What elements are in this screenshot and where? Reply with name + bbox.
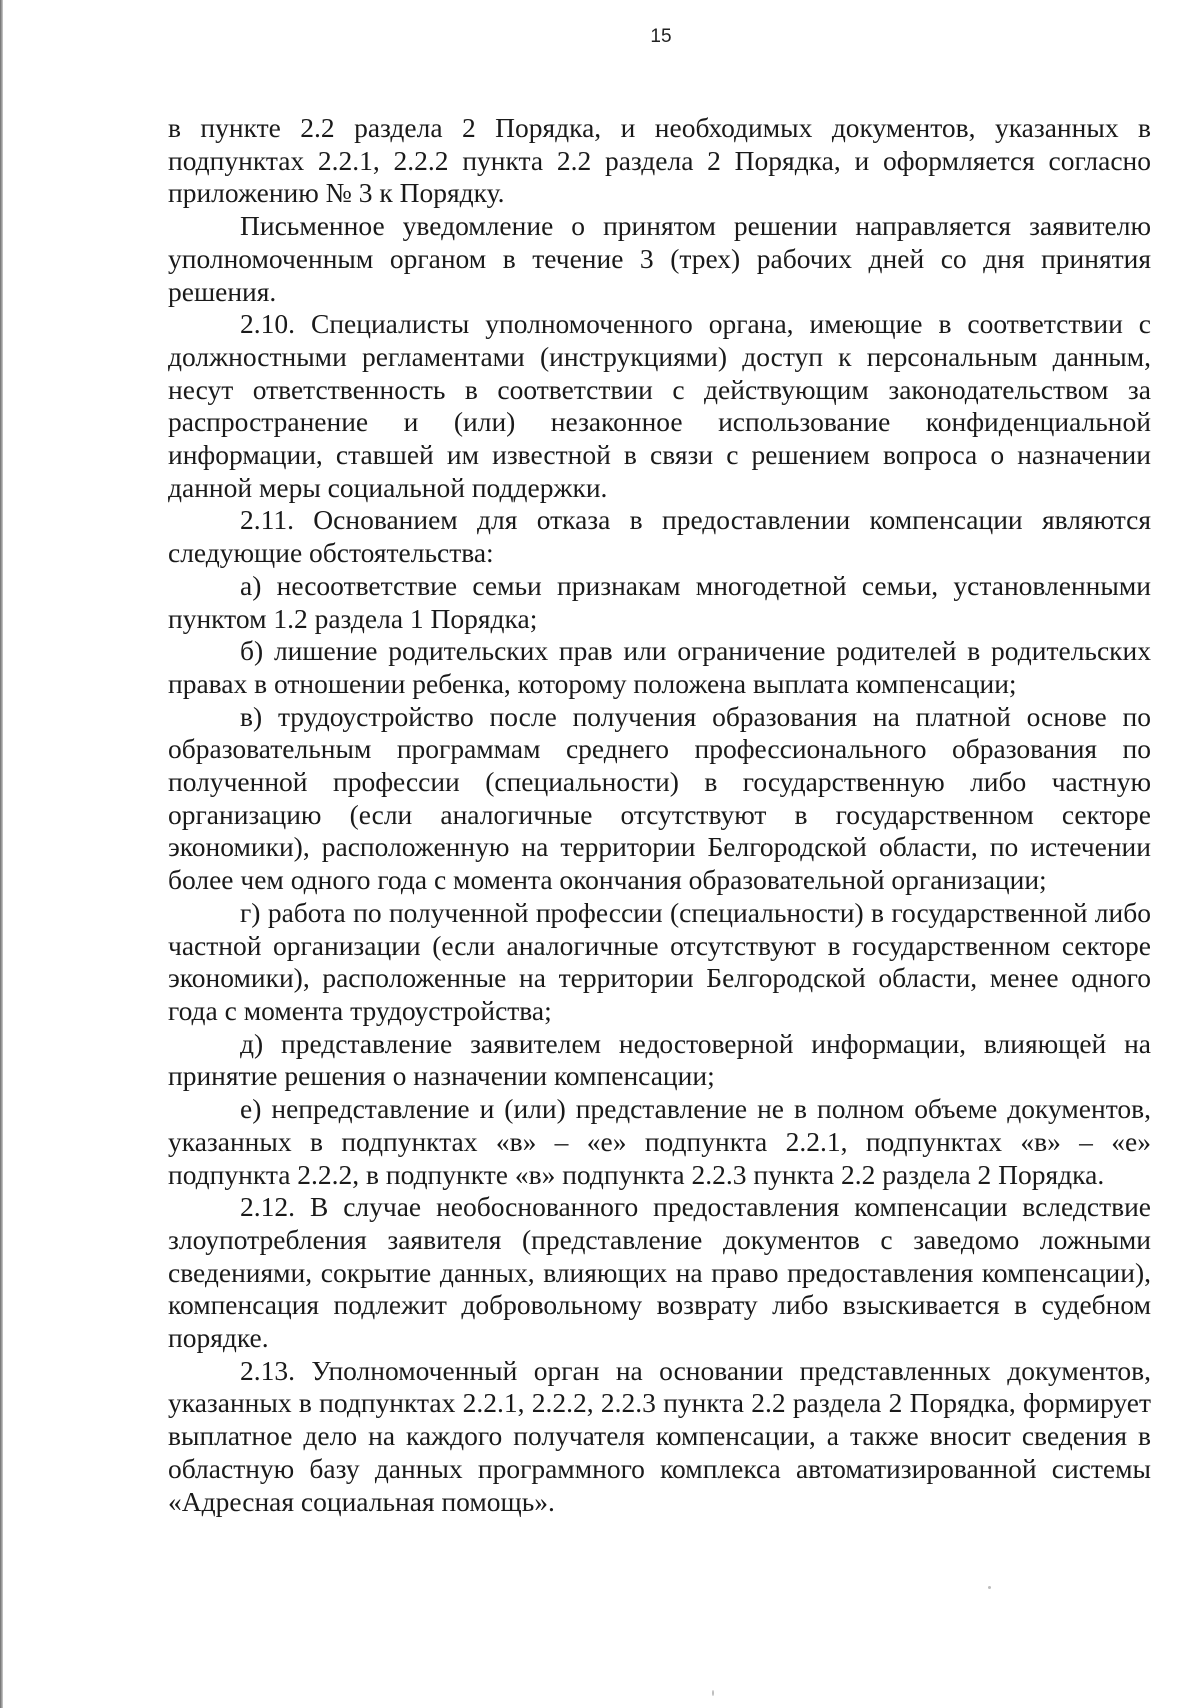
list-item-b: б) лишение родительских прав или ограничение родителей в родительских правах в отношении ребенка, которому положена выплата компенсации;: [168, 635, 1151, 699]
list-item-a: а) несоответствие семьи признакам многодетной семьи, установленными пунктом 1.2 раздела 1 Порядка;: [168, 569, 1151, 634]
list-item-v: в) трудоустройство после получения образования на платной основе по образовательным программам среднего профессионального образования по полученной профессии (специальности) в государственную либо частную организацию (если аналогичные отсутствуют в государственном секторе экономики), расположенную на территории Белгородской области, по истечении более чем одного года с момента окончания образовательной организации;: [168, 700, 1151, 896]
scan-speck: [988, 1586, 991, 1589]
paragraph-2-10: 2.10. Специалисты уполномоченного органа, имеющие в соответствии с должностными регламентами (инструкциями) доступ к персональным данным, несут ответственность в соответствии с действующим законодательством за распространение и (или) незаконное использование конфиденциальной информации, ставшей им известной в связи с решением вопроса о назначении данной меры социальной поддержки.: [168, 308, 1151, 503]
paragraph-2-11: 2.11. Основанием для отказа в предоставлении компенсации являются следующие обстоятельства:: [168, 504, 1151, 569]
scan-speck: [712, 1690, 714, 1696]
list-item-d: д) представление заявителем недостоверной информации, влияющей на принятие решения о назначении компенсации;: [168, 1027, 1151, 1092]
list-item-g: г) работа по полученной профессии (специальности) в государственной либо частной организации (если аналогичные отсутствуют в государственном секторе экономики), расположенные на территории Белгородской области, менее одного года с момента трудоустройства;: [168, 896, 1151, 1026]
list-item-e: е) непредставление и (или) представление не в полном объеме документов, указанных в подпунктах «в» – «е» подпункта 2.2.1, подпунктах «в» – «е» подпункта 2.2.2, в подпункте «в» подпункта 2.2.3 пункта 2.2 раздела 2 Порядка.: [168, 1093, 1151, 1190]
scan-left-edge: [0, 0, 3, 1708]
document-body: [168, 112, 1151, 1518]
paragraph-continuation: в пункте 2.2 раздела 2 Порядка, и необходимых документов, указанных в подпунктах 2.2.1, 2.2.2 пункта 2.2 раздела 2 Порядка, и оформляется согласно приложению № 3 к Порядку.: [168, 112, 1151, 209]
page-number: 15: [650, 26, 672, 47]
paragraph-2-13: 2.13. Уполномоченный орган на основании представленных документов, указанных в подпунктах 2.2.1, 2.2.2, 2.2.3 пункта 2.2 раздела 2 Порядка, формирует выплатное дело на каждого получателя компенсации, а также вносит сведения в областную базу данных программного комплекса автоматизированной системы «Адресная социальная помощь».: [168, 1354, 1151, 1517]
paragraph-notification: Письменное уведомление о принятом решении направляется заявителю уполномоченным органом в течение 3 (трех) рабочих дней со дня принятия решения.: [168, 210, 1151, 307]
paragraph-2-12: 2.12. В случае необоснованного предоставления компенсации вследствие злоупотребления заявителя (представление документов с заведомо ложными сведениями, сокрытие данных, влияющих на право предоставления компенсации), компенсация подлежит добровольному возврату либо взыскивается в судебном порядке.: [168, 1191, 1151, 1354]
